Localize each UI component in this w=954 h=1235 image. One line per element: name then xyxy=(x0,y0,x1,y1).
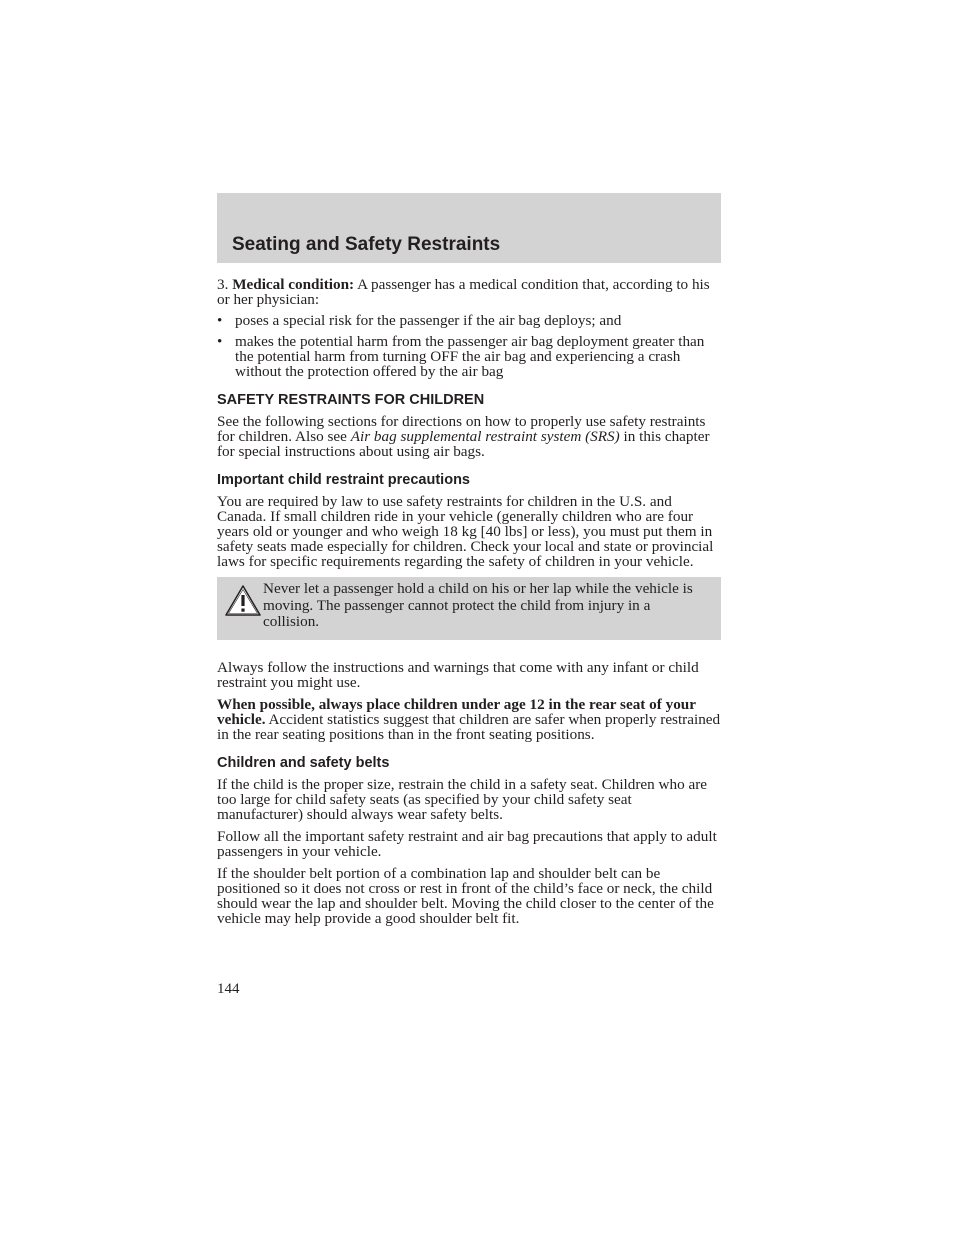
srs-reference: Air bag supplemental restraint system (SRS) xyxy=(350,428,620,445)
medical-condition-item xyxy=(217,277,721,307)
intro-text: See the following sections for directions on how to properly use safety restraints for children. Also see xyxy=(217,413,706,445)
intro-text-end: in this chapter for special instructions about using air bags. xyxy=(217,428,710,460)
warning-box xyxy=(217,577,721,640)
bullet-icon: • xyxy=(217,312,223,329)
belts-paragraph: If the child is the proper size, restrain the child in a safety seat. Children who are too large for child safety seats (as specified by your child safety seat manufacturer) should always wear safety belts. xyxy=(217,775,708,823)
list-item-text: makes the potential harm from the passenger air bag deployment greater than the potential harm from turning OFF the air bag and experiencing a crash without the protection offered by the air bag xyxy=(235,333,705,380)
belts-paragraph: Follow all the important safety restraint and air bag precautions that apply to adult passengers in your vehicle. xyxy=(217,827,717,860)
heading-children-safety-belts: Children and safety belts xyxy=(217,754,390,771)
item-label: Medical condition: xyxy=(232,276,355,293)
children-intro-paragraph xyxy=(217,414,721,459)
bullet-icon: • xyxy=(217,333,223,350)
item-number: 3. xyxy=(217,276,229,293)
condition-list xyxy=(217,313,721,379)
belts-paragraph: If the shoulder belt portion of a combination lap and shoulder belt can be positioned so it does not cross or rest in front of the child’s face or neck, the child should wear the lap and shoulder belt. Moving the child closer to the center of the vehicle may help provide a good shoulder belt fit. xyxy=(217,864,714,927)
precautions-paragraph: You are required by law to use safety restraints for children in the U.S. and Canada. If small children ride in your vehicle (generally children who are four years old or younger and who weigh 18 kg [40 lbs] or less), you must put them in safety seats made especially for children. Check your local and state or provincial laws for specific requirements regarding the safety of children in your vehicle. xyxy=(217,493,714,570)
rear-seat-text: Accident statistics suggest that children are safer when properly restrained in the rear seating positions than in the front seating positions. xyxy=(217,710,721,743)
list-item xyxy=(217,334,721,379)
heading-safety-restraints-children: SAFETY RESTRAINTS FOR CHILDREN xyxy=(217,392,485,408)
page-body xyxy=(217,277,721,933)
heading-important-precautions: Important child restraint precautions xyxy=(217,472,470,488)
follow-instructions-paragraph: Always follow the instructions and warnings that come with any infant or child restraint you might use. xyxy=(217,658,699,691)
rear-seat-emphasis: When possible, always place children under age 12 in the rear seat of your vehicle. xyxy=(217,695,696,728)
rear-seat-paragraph xyxy=(217,697,721,742)
page-number: 144 xyxy=(217,981,240,997)
warning-text: Never let a passenger hold a child on his or her lap while the vehicle is moving. The passenger cannot protect the child from injury in a collision. xyxy=(263,580,693,630)
list-item-text: poses a special risk for the passenger if the air bag deploys; and xyxy=(235,312,622,329)
section-header-band xyxy=(217,193,721,263)
section-title: Seating and Safety Restraints xyxy=(232,234,501,255)
warning-triangle-icon xyxy=(223,584,263,618)
item-text: A passenger has a medical condition that, according to his or her physician: xyxy=(217,276,710,308)
list-item xyxy=(217,313,721,328)
